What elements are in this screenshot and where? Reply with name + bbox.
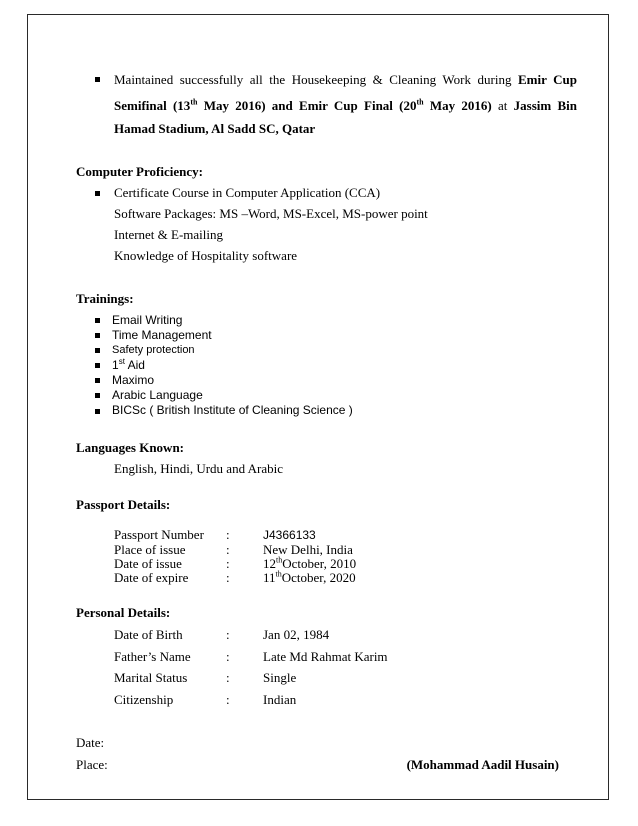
section-heading-personal: Personal Details: [76,605,171,620]
passport-label: Passport Number [114,527,204,542]
work-bold-text: Emir Cup [517,72,577,87]
training-item: Maximo [112,373,155,387]
work-text: Semifinal (13 [114,98,191,113]
training-item: Email Writing [112,313,183,327]
passport-value: J4366133 [263,528,316,542]
ordinal-suffix: th [276,555,283,565]
colon: : [226,649,230,664]
bullet-icon [95,393,100,398]
section-heading-computer: Computer Proficiency: [76,164,203,179]
place-label: Place: [76,757,108,772]
computer-line: Internet & E-mailing [114,227,224,242]
training-item: Arabic Language [112,388,203,402]
colon: : [226,570,230,585]
training-item: BICSc ( British Institute of Cleaning Science ) [112,403,353,417]
computer-line: Software Packages: MS –Word, MS-Excel, MS-power point [114,206,428,221]
ordinal-suffix: th [190,97,198,107]
ordinal-suffix: th [275,569,282,579]
colon: : [226,527,230,542]
passport-value [263,570,356,586]
training-item [112,358,145,372]
colon: : [226,542,230,557]
ordinal-suffix: st [118,357,125,366]
work-text: Jassim Bin [513,98,577,113]
work-text: Maintained successfully all the Housekeeping & Cleaning Work during [114,72,512,87]
personal-value: Single [263,670,297,685]
training-item: Safety protection [112,344,195,356]
personal-label: Marital Status [114,670,188,685]
personal-label: Date of Birth [114,627,183,642]
bullet-icon [95,378,100,383]
date-rest: October, 2010 [282,556,357,571]
section-heading-trainings: Trainings: [76,291,134,306]
bullet-icon [95,363,100,368]
bullet-icon [95,409,100,414]
date-day: 11 [263,570,276,585]
passport-label: Place of issue [114,542,186,557]
bullet-icon [95,348,100,353]
passport-label: Date of issue [114,556,182,571]
training-item: Time Management [112,328,212,342]
date-label: Date: [76,735,105,750]
personal-value: Indian [263,692,297,707]
passport-value: New Delhi, India [263,542,353,557]
section-heading-languages: Languages Known: [76,440,184,455]
colon: : [226,556,230,571]
personal-value: Late Md Rahmat Karim [263,649,388,664]
bullet-icon [95,77,100,82]
work-line-1 [114,72,577,88]
colon: : [226,670,230,685]
work-text: May 2016) [423,98,492,113]
passport-label: Date of expire [114,570,189,585]
ordinal-suffix: th [416,97,424,107]
computer-bullet: Certificate Course in Computer Application (CCA) [114,185,381,200]
work-text: at [491,98,514,113]
colon: : [226,627,230,642]
work-line-2 [114,98,577,114]
colon: : [226,692,230,707]
personal-value: Jan 02, 1984 [263,627,330,642]
date-day: 12 [263,556,276,571]
signature-name: (Mohammad Aadil Husain) [406,757,559,772]
section-heading-passport: Passport Details: [76,497,171,512]
training-text: Aid [124,358,145,372]
date-rest: October, 2020 [281,570,356,585]
computer-line: Knowledge of Hospitality software [114,248,298,263]
bullet-icon [95,191,100,196]
bullet-icon [95,333,100,338]
work-text: May 2016) and Emir Cup Final (20 [197,98,417,113]
personal-label: Citizenship [114,692,174,707]
bullet-icon [95,318,100,323]
work-line-3: Hamad Stadium, Al Sadd SC, Qatar [114,121,316,136]
languages-value: English, Hindi, Urdu and Arabic [114,461,283,476]
personal-label: Father’s Name [114,649,191,664]
training-text: 1 [112,358,119,372]
